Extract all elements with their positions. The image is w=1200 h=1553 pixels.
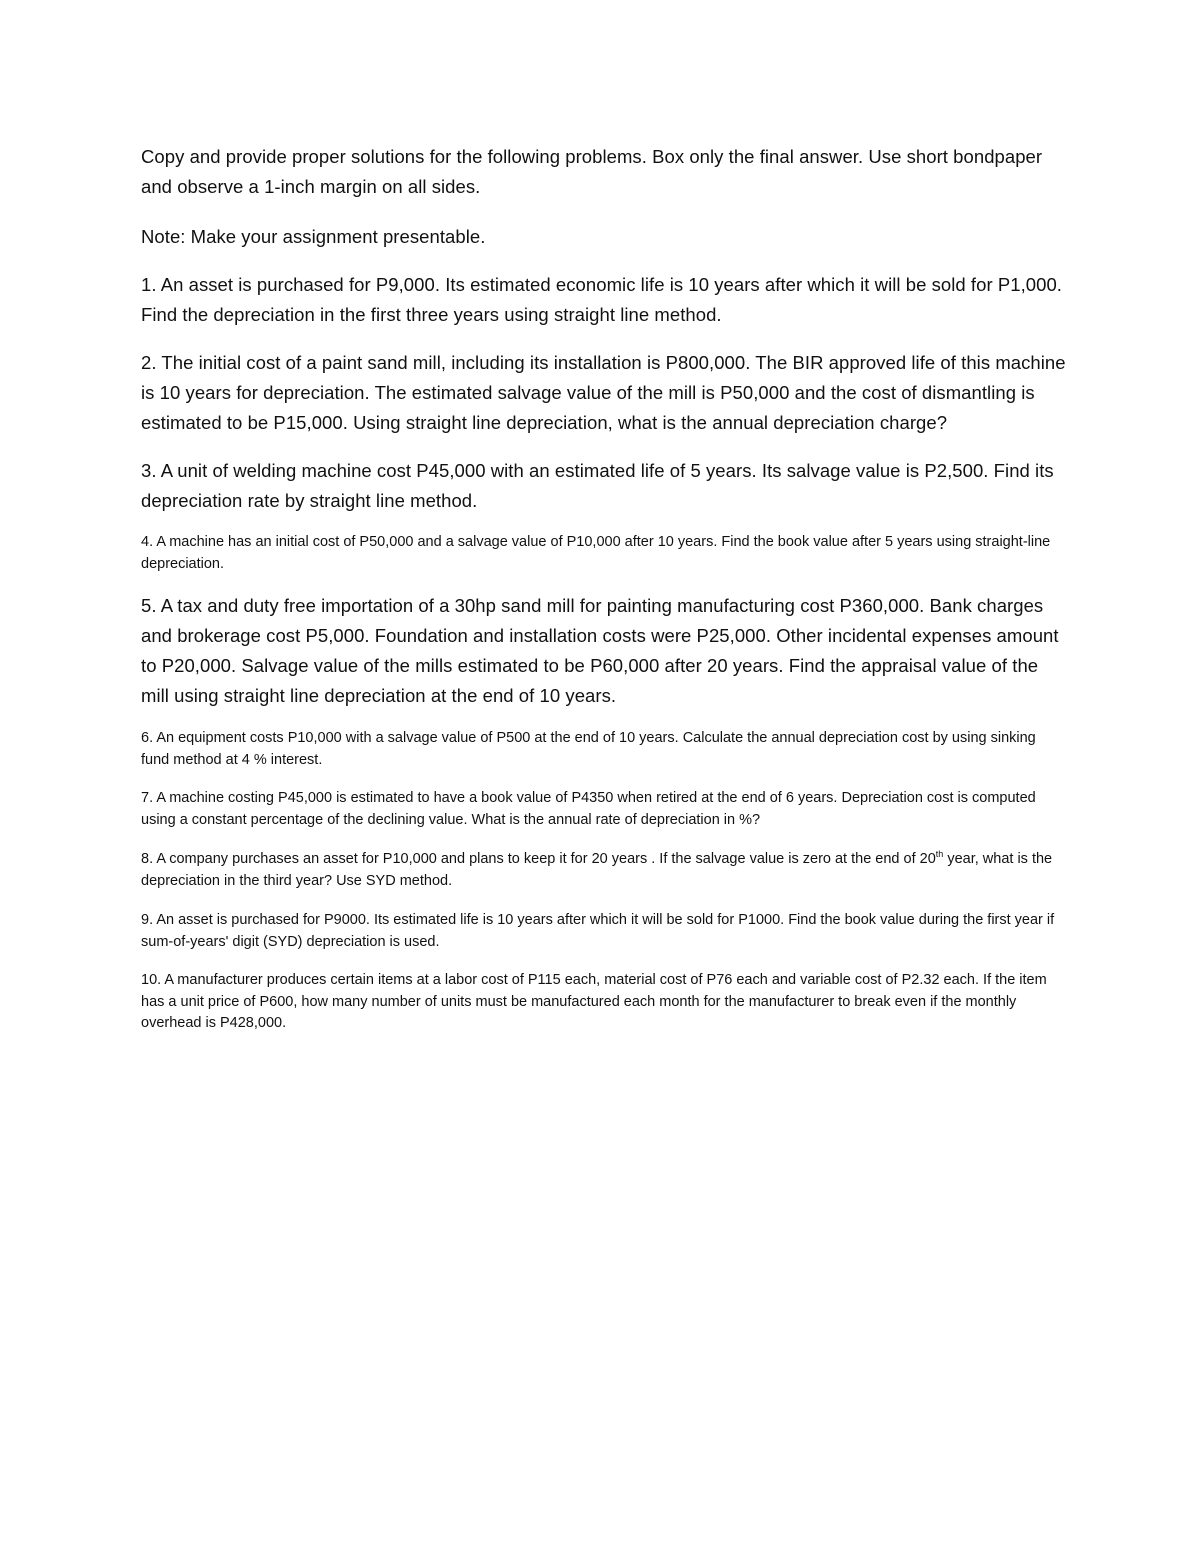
- problem-6: [141, 728, 1066, 771]
- instructions-text: Copy and provide proper solutions for the following problems. Box only the final answer. Use short bondpaper and observe a 1-inch margin on all sides.: [141, 146, 1043, 197]
- problem-number: 1.: [141, 274, 157, 295]
- problem-text-before: A company purchases an asset for P10,000 and plans to keep it for 20 years . If the salvage value is zero at the end of 20: [153, 851, 936, 867]
- problem-number: 9.: [141, 912, 154, 928]
- problem-2: [141, 348, 1066, 438]
- note-label: Note:: [141, 226, 186, 247]
- problem-1: [141, 270, 1066, 330]
- problem-text: A tax and duty free importation of a 30hp sand mill for painting manufacturing cost P360,000. Bank charges and brokerage cost P5,000. Foundation and installation costs were P25,000. Other incidental expenses amount to P20,000. Salvage value of the mills estimated to be P60,000 after 20 years. Find the appraisal value of the mill using straight line depreciation at the end of 10 years.: [141, 595, 1059, 706]
- problem-number: 2.: [141, 352, 157, 373]
- problem-number: 10.: [141, 972, 162, 988]
- problem-number: 4.: [141, 534, 154, 550]
- problem-10: [141, 970, 1066, 1035]
- problem-text: A unit of welding machine cost P45,000 with an estimated life of 5 years. Its salvage value is P2,500. Find its depreciation rate by straight line method.: [141, 460, 1054, 511]
- problem-5: [141, 591, 1066, 711]
- problem-text: A machine has an initial cost of P50,000 and a salvage value of P10,000 after 10 years. Find the book value after 5 years using straight-line depreciation.: [141, 534, 1051, 572]
- problem-text: A machine costing P45,000 is estimated to have a book value of P4350 when retired at the end of 6 years. Depreciation cost is computed using a constant percentage of the declining value. What is the annual rate of depreciation in %?: [141, 790, 1036, 828]
- problem-number: 5.: [141, 595, 157, 616]
- instructions-paragraph: [141, 142, 1066, 202]
- problem-text: A manufacturer produces certain items at a labor cost of P115 each, material cost of P76 each and variable cost of P2.32 each. If the item has a unit price of P600, how many number of units must be manufactured each month for the manufacturer to break even if the monthly overhead is P428,000.: [141, 972, 1047, 1031]
- problem-text: An equipment costs P10,000 with a salvage value of P500 at the end of 10 years. Calculate the annual depreciation cost by using sinking fund method at 4 % interest.: [141, 730, 1036, 768]
- problem-7: [141, 788, 1066, 831]
- problem-number: 8.: [141, 851, 154, 867]
- problem-8: [141, 849, 1066, 892]
- note-paragraph: [141, 222, 1066, 252]
- problem-number: 7.: [141, 790, 154, 806]
- problem-number: 6.: [141, 730, 154, 746]
- problem-4: [141, 532, 1066, 575]
- ordinal-superscript: th: [935, 849, 944, 860]
- assignment-page: [141, 142, 1066, 1035]
- problem-9: [141, 910, 1066, 953]
- problem-text-after: year, what is the depreciation in the third year? Use SYD method.: [141, 851, 1053, 889]
- note-text: Make your assignment presentable.: [185, 226, 486, 247]
- problem-text: The initial cost of a paint sand mill, including its installation is P800,000. The BIR approved life of this machine is 10 years for depreciation. The estimated salvage value of the mill is P50,000 and the cost of dismantling is estimated to be P15,000. Using straight line depreciation, what is the annual depreciation charge?: [141, 352, 1066, 433]
- problem-text: An asset is purchased for P9,000. Its estimated economic life is 10 years after which it will be sold for P1,000. Find the depreciation in the first three years using straight line method.: [141, 274, 1062, 325]
- problem-text: An asset is purchased for P9000. Its estimated life is 10 years after which it will be sold for P1000. Find the book value during the first year if sum-of-years' digit (SYD) depreciation is used.: [141, 912, 1055, 950]
- problem-3: [141, 456, 1066, 516]
- problem-number: 3.: [141, 460, 157, 481]
